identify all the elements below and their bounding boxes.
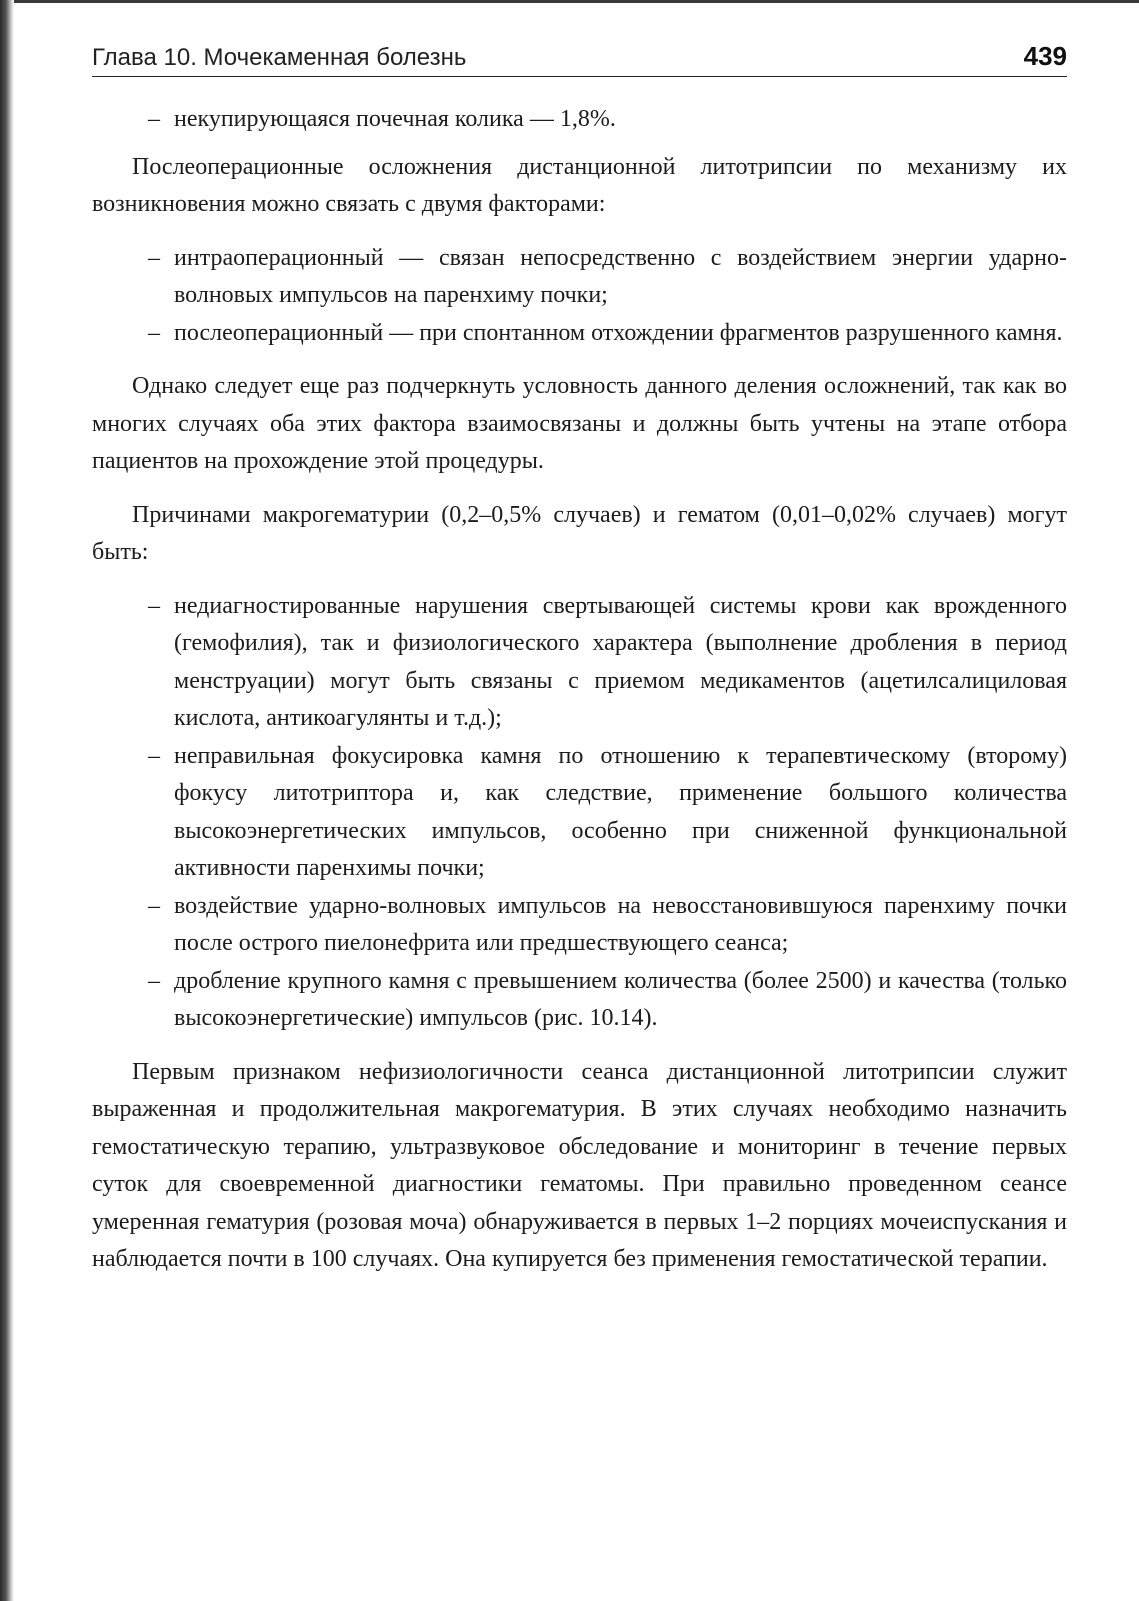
complication-factors-list — [92, 240, 1067, 353]
list-dash: – — [148, 967, 160, 994]
list-item-text: послеоперационный — при спонтанном отхождении фрагментов разрушенного камня. — [174, 319, 1063, 346]
list-item-text: интраоперационный — связан непосредственно с воздействием энергии ударно-волновых импульсов на паренхиму почки; — [174, 244, 1067, 308]
book-page — [92, 36, 1067, 1295]
paragraph-complications: Послеоперационные осложнения дистанционной литотрипсии по механизму их возникновения можно связать с двумя факторами: — [92, 153, 1067, 217]
paragraph-causes: Причинами макрогематурии (0,2–0,5% случаев) и гематом (0,01–0,02% случаев) могут быть: — [92, 501, 1067, 565]
list-item-text: недиагностированные нарушения свертывающей системы крови как врожденного (гемофилия), так и физиологического характера (выполнение дробления в период менструации) могут быть связаны с приемом медикаментов (ацетилсалициловая кислота, антикоагулянты и т.д.); — [174, 592, 1067, 731]
list-item-text: дробление крупного камня с превышением количества (более 2500) и качества (только высокоэнергетические) импульсов (рис. 10.14). — [174, 967, 1067, 1031]
list-item — [92, 738, 1067, 888]
list-dash: – — [148, 892, 160, 919]
list-item — [92, 888, 1067, 963]
list-dash: – — [148, 244, 160, 271]
running-title: Глава 10. Мочекаменная болезнь — [92, 44, 467, 71]
scan-binding-shadow — [0, 0, 14, 1601]
list-item — [92, 101, 1067, 139]
list-dash: – — [148, 592, 160, 619]
continued-list — [92, 101, 1067, 139]
paragraph-first-sign: Первым признаком нефизиологичности сеанса дистанционной литотрипсии служит выраженная и продолжительная макрогематурия. В этих случаях необходимо назначить гемостатическую терапию, ультразвуковое обследование и мониторинг в течение первых суток для своевременной диагностики гематомы. При правильно проведенном сеансе умеренная гематурия (розовая моча) обнаруживается в первых 1–2 порциях мочеиспускания и наблюдается почти в 100 случаях. Она купируется без применения гемостатической терапии. — [92, 1058, 1067, 1272]
paragraph-conditionality: Однако следует еще раз подчеркнуть условность данного деления осложнений, так как во многих случаях оба этих фактора взаимосвязаны и должны быть учтены на этапе отбора пациентов на прохождение этой процедуры. — [92, 373, 1067, 474]
list-item — [92, 963, 1067, 1038]
list-item — [92, 315, 1067, 353]
list-dash: – — [148, 742, 160, 769]
running-header — [92, 36, 1067, 77]
scan-top-edge — [0, 0, 1139, 3]
causes-list — [92, 588, 1067, 1038]
list-dash: – — [148, 319, 160, 346]
list-dash: – — [148, 106, 160, 132]
list-item — [92, 588, 1067, 738]
list-item-text: некупирующаяся почечная колика — 1,8%. — [174, 106, 616, 132]
list-item-text: воздействие ударно-волновых импульсов на невосстановившуюся паренхиму почки после острого пиелонефрита или предшествующего сеанса; — [174, 892, 1067, 956]
page-number: 439 — [1023, 41, 1067, 71]
list-item — [92, 240, 1067, 315]
list-item-text: неправильная фокусировка камня по отношению к терапевтическому (второму) фокусу литотриптора и, как следствие, применение большого количества высокоэнергетических импульсов, особенно при сниженной функциональной активности паренхимы почки; — [174, 742, 1067, 881]
